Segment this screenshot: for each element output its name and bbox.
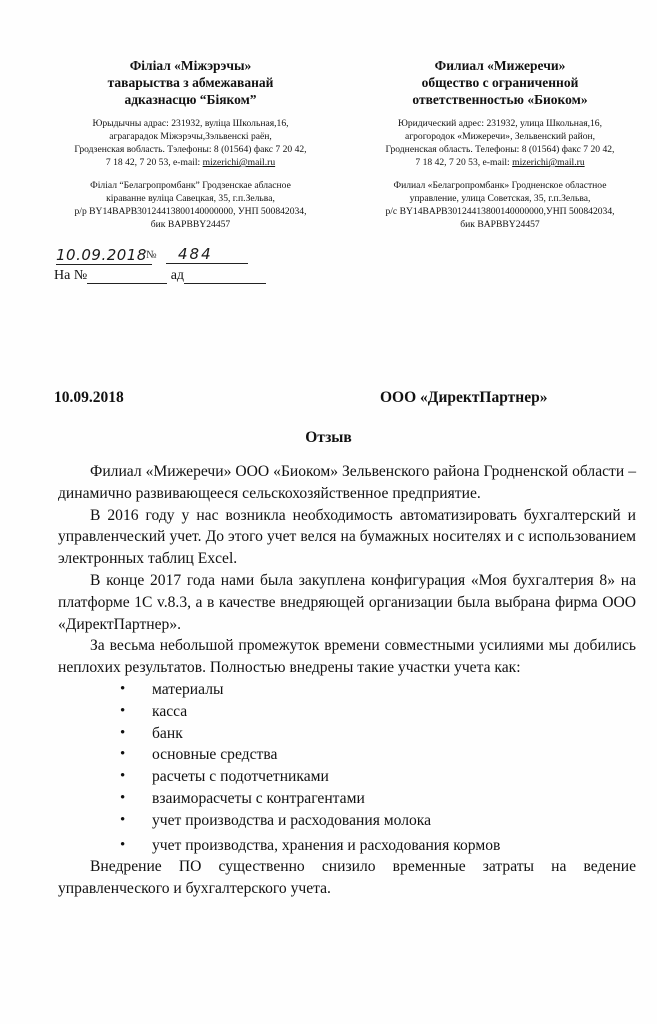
body-paragraph: Внедрение ПО существенно снизило временные затраты на ведение управленческого и бухгалтерского учета.	[58, 858, 636, 898]
list-item-text: касса	[152, 702, 188, 720]
reply-number-blank	[87, 271, 167, 284]
reply-label: На №	[54, 268, 88, 283]
bullet-icon: •	[120, 836, 126, 853]
handwritten-number: 484	[166, 245, 248, 264]
org-title-line: Филиал «Мижеречи»	[434, 58, 566, 73]
list-item-text: учет производства, хранения и расходования кормов	[152, 836, 501, 854]
bullet-icon: •	[120, 789, 126, 806]
address-line: аграгарадок Міжэрэчы,Зэльвенскі раён,	[109, 131, 272, 142]
reply-from-label: ад	[170, 268, 185, 283]
body-paragraph: В конце 2017 года нами была закуплена конфигурация «Моя бухгалтерия 8» на платформе 1С v.8.3, а в качестве внедряющей организации была выбрана фирма ООО «ДиректПартнер».	[58, 571, 636, 633]
list-item-text: основные средства	[152, 746, 278, 764]
bank-line: управление, улица Советская, 35, г.п.Зельва,	[409, 193, 591, 204]
letterhead-russian	[350, 57, 650, 231]
letter-date: 10.09.2018	[54, 389, 124, 406]
list-item	[116, 701, 636, 723]
list-item-text: расчеты с подотчетниками	[152, 768, 329, 786]
list-item-text: учет производства и расходования молока	[152, 811, 432, 829]
reply-date-blank	[184, 271, 266, 284]
bullet-icon: •	[120, 746, 126, 763]
reply-reference-row	[54, 268, 294, 286]
bank-line: бик BAPBBY24457	[460, 219, 540, 230]
handwritten-date: 10.09.2018	[56, 246, 152, 265]
bank-line: бик BAPBBY24457	[150, 219, 231, 230]
implemented-areas-list	[58, 679, 636, 856]
recipient: ООО «ДиректПартнер»	[380, 389, 548, 406]
address-line	[48, 156, 333, 169]
letterhead-belarusian	[48, 57, 333, 231]
list-item	[116, 766, 636, 788]
list-item-text: материалы	[152, 680, 224, 698]
bullet-icon: •	[120, 811, 126, 828]
address-line: Гродненская область. Телефоны: 8 (01564) факс 7 20 42,	[385, 144, 615, 155]
bank-details-by	[48, 179, 333, 231]
email-link[interactable]: mizerichi@mail.ru	[202, 157, 276, 168]
email-link[interactable]: mizerichi@mail.ru	[512, 157, 585, 168]
address-line: Гродзенская вобласть. Тэлефоны: 8 (01564) факс 7 20 42,	[74, 144, 307, 155]
list-item	[116, 810, 636, 832]
body-paragraph: В 2016 году у нас возникла необходимость автоматизировать бухгалтерский и управленческий учет. До этого учет велся на бумажных носителях и с использованием электронных таблиц Excel.	[58, 506, 636, 568]
org-title-line: Філіал «Міжэрэчы»	[129, 58, 252, 73]
outgoing-registration	[54, 245, 294, 286]
number-sign: №	[146, 249, 157, 261]
bullet-icon: •	[120, 680, 126, 697]
address-line: Юрыдычны адрас: 231932, вуліца Школьная,16,	[92, 118, 289, 129]
bullet-icon: •	[120, 702, 126, 719]
org-title-line: адказнасцю “Біяком”	[124, 92, 257, 107]
bank-line: кіраванне вуліца Савецкая, 35, г.п.Зельва,	[106, 193, 275, 204]
bank-details-ru	[350, 179, 650, 231]
org-title-line: таварыства з абмежаванай	[107, 75, 274, 90]
list-item	[116, 744, 636, 766]
address-line	[350, 156, 650, 169]
org-title-by	[48, 57, 333, 108]
bullet-icon: •	[120, 724, 126, 741]
org-title-line: общество с ограниченной	[421, 75, 579, 90]
list-item	[116, 723, 636, 745]
org-title-line: ответственностью «Биоком»	[412, 92, 588, 107]
address-line: агрогородок «Мижеречи», Зельвенский район,	[404, 131, 596, 142]
body-paragraph: За весьма небольшой промежуток времени совместными усилиями мы добились неплохих результатов. Полностью внедрены такие участки учета как:	[58, 637, 636, 677]
document-title: Отзыв	[305, 429, 352, 446]
list-item	[116, 679, 636, 701]
bank-line: Філіал “Белагропромбанк” Гродзенскае абласное	[90, 180, 291, 191]
list-item	[116, 788, 636, 810]
org-address-ru	[350, 117, 650, 169]
org-address-by	[48, 117, 333, 169]
bullet-icon: •	[120, 768, 126, 785]
body-paragraph: Филиал «Мижеречи» ООО «Биоком» Зельвенского района Гродненской области – динамично развивающееся сельскохозяйственное предприятие.	[58, 463, 636, 502]
address-line: Юридический адрес: 231932, улица Школьная,16,	[397, 118, 603, 129]
outgoing-number-row	[54, 245, 294, 266]
bank-line: Филиал «Белагропромбанк» Гродненское областное	[393, 180, 607, 191]
list-item	[116, 835, 636, 857]
list-item-text: банк	[152, 724, 183, 742]
contact-text: 7 18 42, 7 20 53, e-mail:	[415, 157, 513, 168]
bank-line: р/с BY14BAPB30124413800140000000,УНП 500842034,	[385, 206, 615, 217]
bank-line: р/р BY14BAPB30124413800140000000, УНП 500842034,	[74, 206, 307, 217]
list-item-text: взаиморасчеты с контрагентами	[152, 789, 365, 807]
contact-text: 7 18 42, 7 20 53, e-mail:	[105, 157, 203, 168]
org-title-ru	[350, 57, 650, 108]
letter-body	[58, 461, 636, 900]
